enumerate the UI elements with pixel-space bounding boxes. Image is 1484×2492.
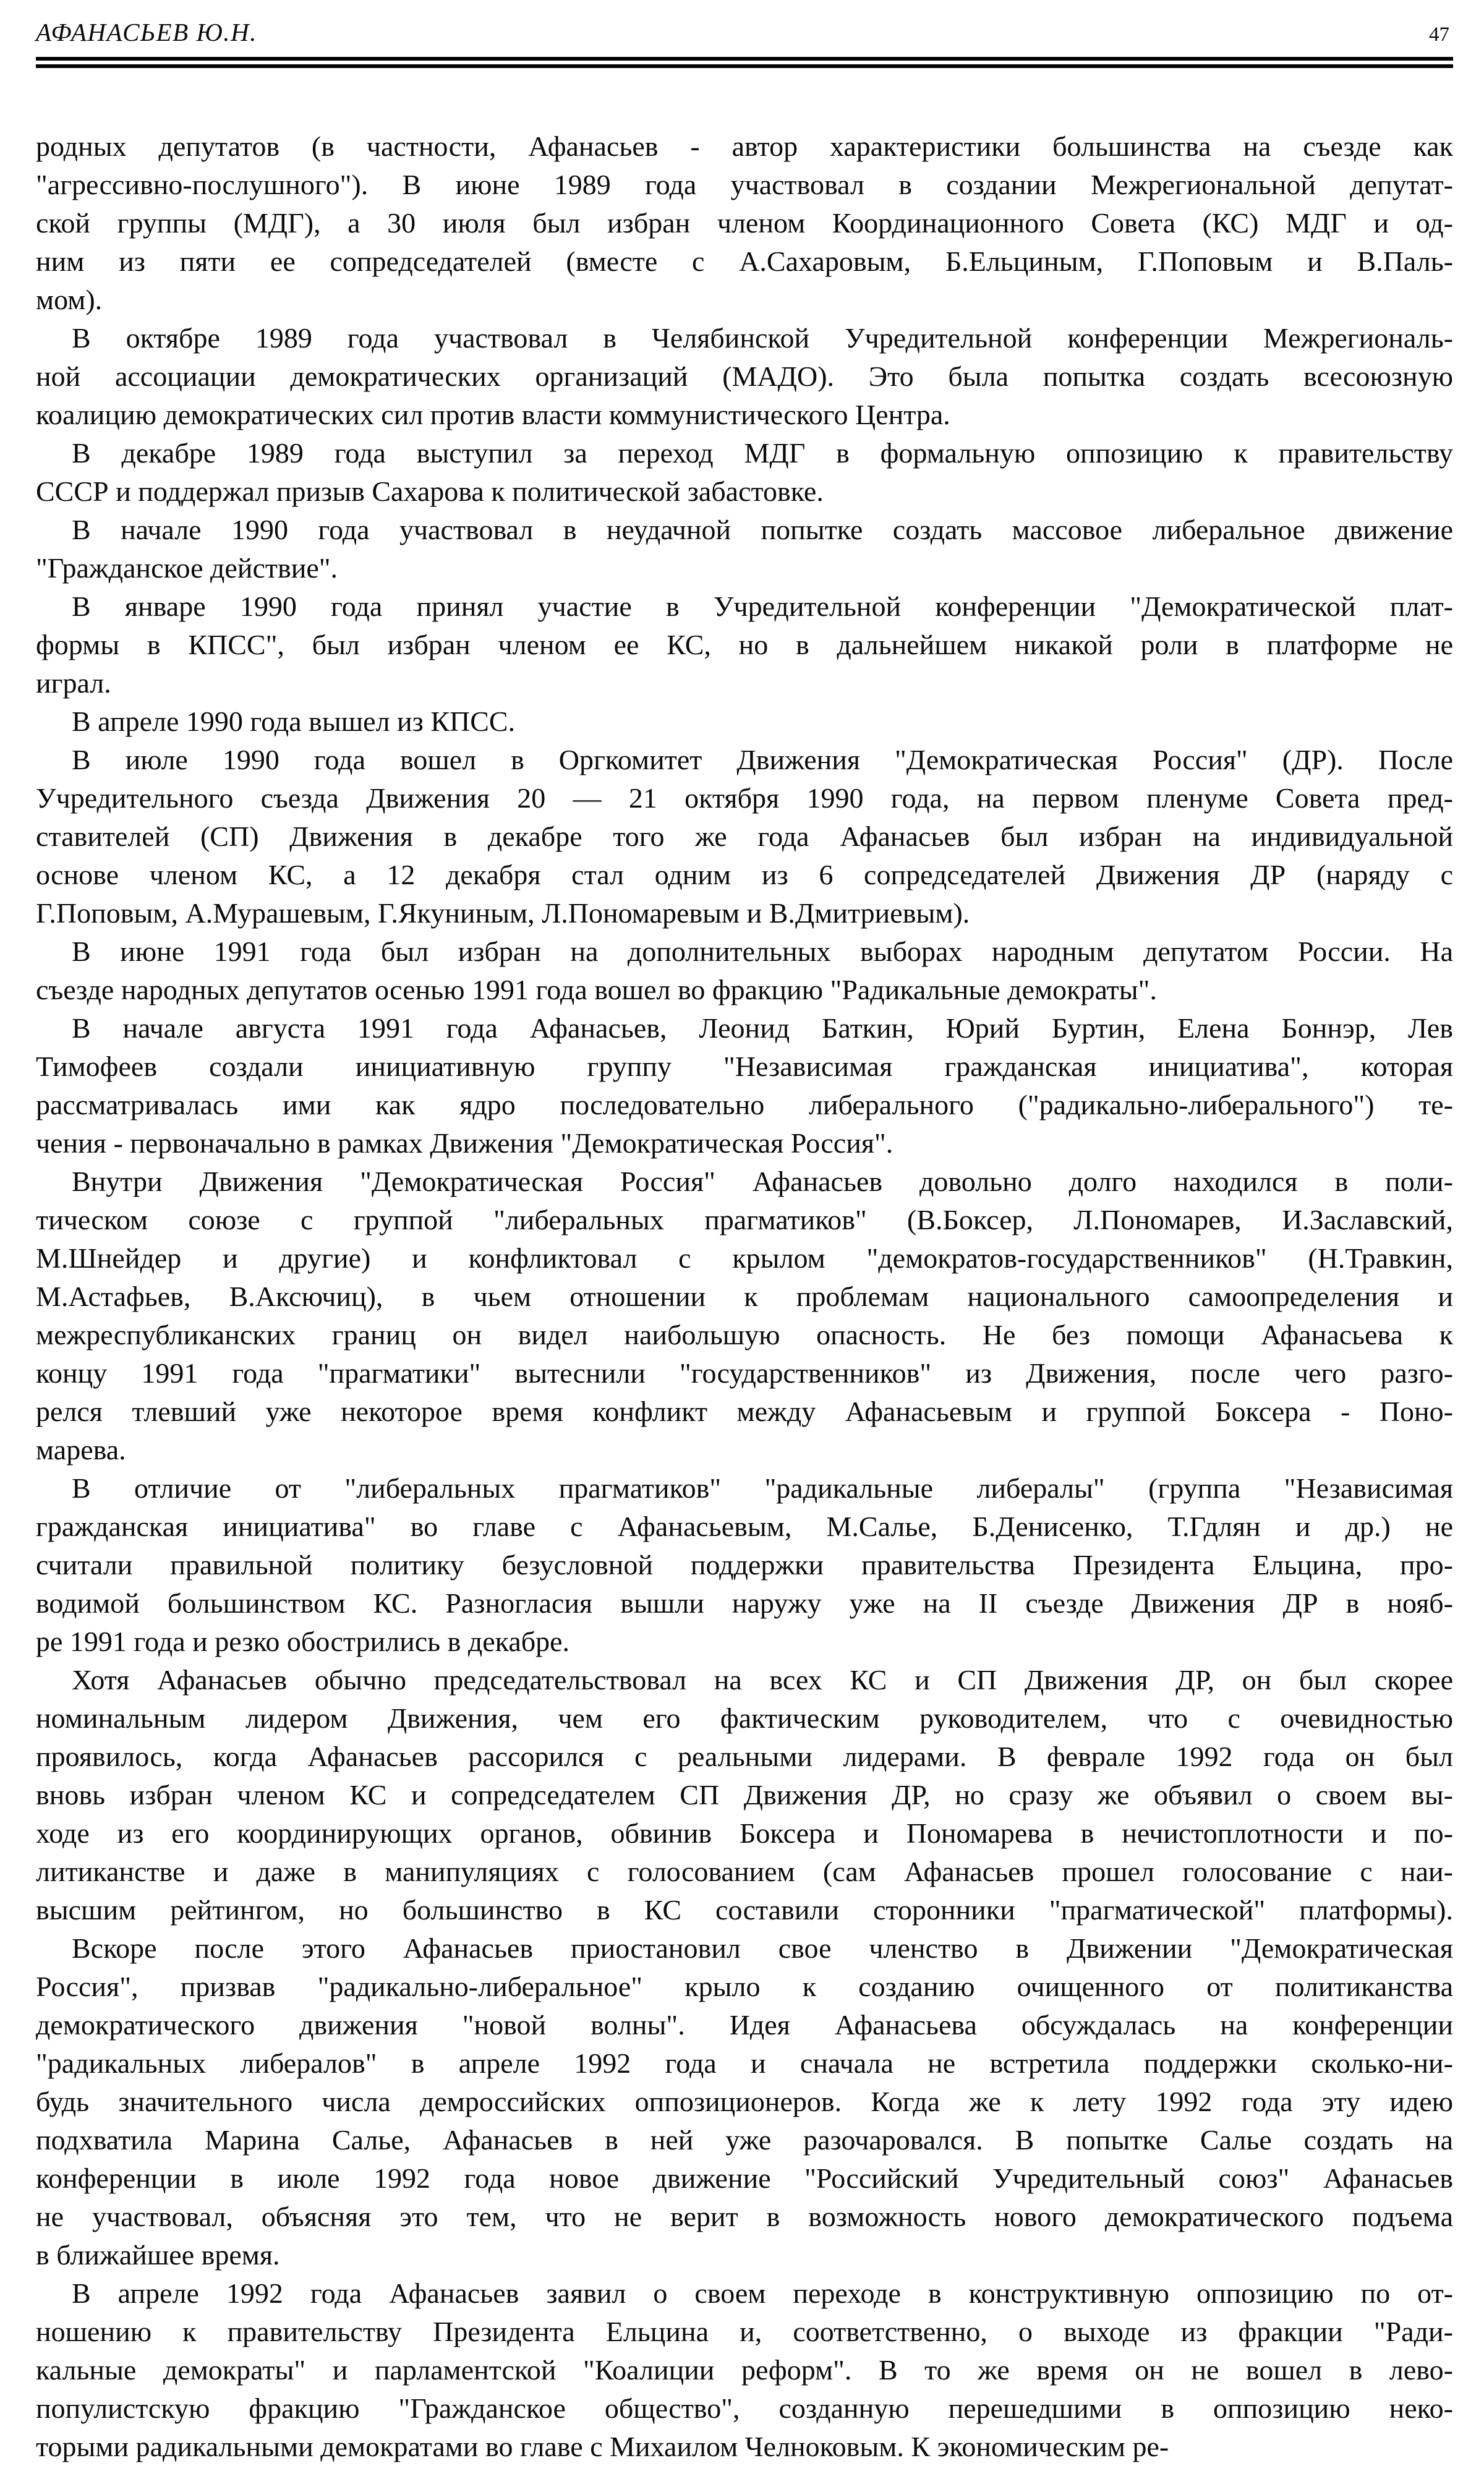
text-line: тическом союзе с группой "либеральных прагматиков" (В.Боксер, Л.Пономарев, И.Заславский, (36, 1204, 1453, 1235)
text-line: М.Шнейдер и другие) и конфликтовал с крылом "демократов-государственников" (Н.Травкин, (36, 1242, 1453, 1274)
text-line: "Гражданское действие". (36, 552, 338, 584)
text-line: М.Астафьев, В.Аксючиц), в чьем отношении к проблемам национального самоопределения и (36, 1281, 1453, 1312)
paragraph (36, 1929, 1453, 2274)
text-line: ставителей (СП) Движения в декабре того же года Афанасьев был избран на индивидуальной (36, 821, 1453, 852)
text-line: вновь избран членом КС и сопредседателем СП Движения ДР, но сразу же объявил о своем вы- (36, 1779, 1453, 1811)
text-line: Внутри Движения "Демократическая Россия" Афанасьев довольно долго находился в поли- (72, 1166, 1453, 1197)
text-line: не участвовал, объясняя это тем, что не верит в возможность нового демократического подъема (36, 2201, 1453, 2232)
text-line: номинальным лидером Движения, чем его фактическим руководителем, что с очевидностью (36, 1702, 1453, 1734)
paragraph (36, 1469, 1453, 1661)
text-line: Тимофеев создали инициативную группу "Независимая гражданская инициатива", которая (36, 1051, 1453, 1082)
text-line: В декабре 1989 года выступил за переход МДГ в формальную оппозицию к правительству (72, 437, 1453, 469)
page-number: 47 (1429, 23, 1449, 46)
text-line: гражданская инициатива" во главе с Афанасьевым, М.Салье, Б.Денисенко, Т.Гдлян и др.) не (36, 1511, 1453, 1542)
text-line: В январе 1990 года принял участие в Учредительной конференции "Демократической плат- (72, 591, 1453, 622)
text-line: конференции в июле 1992 года новое движение "Российский Учредительный союз" Афанасьев (36, 2162, 1453, 2194)
text-line: В отличие от "либеральных прагматиков" "радикальные либералы" (группа "Независимая (72, 1472, 1453, 1504)
text-line: марева. (36, 1434, 126, 1466)
text-line: Россия", призвав "радикально-либеральное" крыло к созданию очищенного от политиканства (36, 1971, 1453, 2002)
text-line: межреспубликанских границ он видел наибольшую опасность. Не без помощи Афанасьева к (36, 1319, 1453, 1351)
paragraph (36, 127, 1453, 319)
text-line: "агрессивно-послушного"). В июне 1989 года участвовал в создании Межрегиональной депутат- (36, 169, 1453, 200)
paragraph (36, 741, 1453, 932)
text-line: будь значительного числа демроссийских оппозиционеров. Когда же к лету 1992 года эту идею (36, 2086, 1453, 2117)
text-line: ношению к правительству Президента Ельцина и, соответственно, о выходе из фракции "Ради- (36, 2316, 1453, 2347)
text-line: СССР и поддержал призыв Сахарова к политической забастовке. (36, 476, 824, 507)
text-line: В апреле 1992 года Афанасьев заявил о своем переходе в конструктивную оппозицию по от- (72, 2277, 1453, 2309)
text-line: подхватила Марина Салье, Афанасьев в ней уже разочаровался. В попытке Салье создать на (36, 2124, 1453, 2156)
paragraph (36, 319, 1453, 434)
text-line: торыми радикальными демократами во главе с Михаилом Челноковым. К экономическим ре- (36, 2431, 1169, 2462)
text-line: релся тлевший уже некоторое время конфликт между Афанасьевым и группой Боксера - Поно- (36, 1396, 1453, 1427)
paragraph (36, 1163, 1453, 1469)
text-line: кальные демократы" и парламентской "Коалиции реформ". В то же время он не вошел в лево- (36, 2354, 1453, 2386)
text-line: популистскую фракцию "Гражданское общество", созданную перешедшими в оппозицию неко- (36, 2392, 1453, 2424)
document-body (36, 127, 1453, 2466)
text-line: съезде народных депутатов осенью 1991 года вошел во фракцию "Радикальные демократы". (36, 974, 1157, 1005)
text-line: водимой большинством КС. Разногласия вышли наружу уже на II съезде Движения ДР в нояб- (36, 1587, 1453, 1619)
text-line: В начале 1990 года участвовал в неудачной попытке создать массовое либеральное движение (72, 514, 1453, 545)
page-title: АФАНАСЬЕВ Ю.Н. (36, 18, 257, 46)
text-line: ним из пяти ее сопредседателей (вместе с А.Сахаровым, Б.Ельциным, Г.Поповым и В.Паль- (36, 245, 1453, 277)
paragraph (36, 1009, 1453, 1163)
header-rule (36, 57, 1453, 68)
text-line: В октябре 1989 года участвовал в Челябинской Учредительной конференции Межрегиональ- (72, 322, 1453, 354)
text-line: Вскоре после этого Афанасьев приостановил свое членство в Движении "Демократическая (72, 1932, 1453, 1964)
text-line: "радикальных либералов" в апреле 1992 года и сначала не встретила поддержки сколько-ни- (36, 2047, 1453, 2079)
text-line: В июне 1991 года был избран на дополнительных выборах народным депутатом России. На (72, 936, 1453, 967)
paragraph (36, 587, 1453, 702)
paragraph (36, 932, 1453, 1009)
paragraph (36, 434, 1453, 511)
text-line: В июле 1990 года вошел в Оргкомитет Движения "Демократическая Россия" (ДР). После (72, 744, 1453, 775)
page-header (36, 17, 1453, 47)
text-line: ре 1991 года и резко обострились в декабре. (36, 1626, 570, 1657)
text-line: ской группы (МДГ), а 30 июля был избран членом Координационного Совета (КС) МДГ и од- (36, 207, 1453, 239)
text-line: В апреле 1990 года вышел из КПСС. (72, 706, 516, 737)
text-line: ходе из его координирующих органов, обвинив Боксера и Пономарева в нечистоплотности и по- (36, 1817, 1453, 1849)
text-line: Г.Поповым, А.Мурашевым, Г.Якуниным, Л.Пономаревым и В.Дмитриевым). (36, 897, 970, 929)
text-line: рассматривалась ими как ядро последовательно либерального ("радикально-либерального") те- (36, 1089, 1453, 1120)
paragraph (36, 702, 1453, 741)
text-line: основе членом КС, а 12 декабря стал одним из 6 сопредседателей Движения ДР (наряду с (36, 859, 1453, 890)
text-line: коалицию демократических сил против власти коммунистического Центра. (36, 399, 950, 430)
text-line: Хотя Афанасьев обычно председательствовал на всех КС и СП Движения ДР, он был скорее (72, 1664, 1453, 1696)
text-line: формы в КПСС", был избран членом ее КС, но в дальнейшем никакой роли в платформе не (36, 629, 1453, 660)
text-line: чения - первоначально в рамках Движения "Демократическая Россия". (36, 1127, 893, 1159)
paragraph (36, 2274, 1453, 2466)
paragraph (36, 1661, 1453, 1929)
text-line: родных депутатов (в частности, Афанасьев - автор характеристики большинства на съезде как (36, 130, 1453, 162)
text-line: мом). (36, 284, 103, 315)
text-line: высшим рейтингом, но большинство в КС составили сторонники "прагматической" платформы). (36, 1894, 1453, 1926)
paragraph (36, 511, 1453, 587)
text-line: В начале августа 1991 года Афанасьев, Леонид Баткин, Юрий Буртин, Елена Боннэр, Лев (72, 1012, 1453, 1044)
text-line: проявилось, когда Афанасьев рассорился с реальными лидерами. В феврале 1992 года он был (36, 1741, 1453, 1772)
text-line: демократического движения "новой волны". Идея Афанасьева обсуждалась на конференции (36, 2009, 1453, 2041)
text-line: литиканстве и даже в манипуляциях с голосованием (сам Афанасьев прошел голосование с наи- (36, 1856, 1453, 1887)
text-line: концу 1991 года "прагматики" вытеснили "государственников" из Движения, после чего разго- (36, 1357, 1453, 1389)
text-line: считали правильной политику безусловной поддержки правительства Президента Ельцина, про- (36, 1549, 1453, 1581)
text-line: в ближайшее время. (36, 2239, 280, 2271)
text-line: ной ассоциации демократических организаций (МАДО). Это была попытка создать всесоюзную (36, 361, 1453, 392)
text-line: играл. (36, 667, 111, 699)
text-line: Учредительного съезда Движения 20 — 21 октября 1990 года, на первом пленуме Совета пред- (36, 782, 1453, 814)
